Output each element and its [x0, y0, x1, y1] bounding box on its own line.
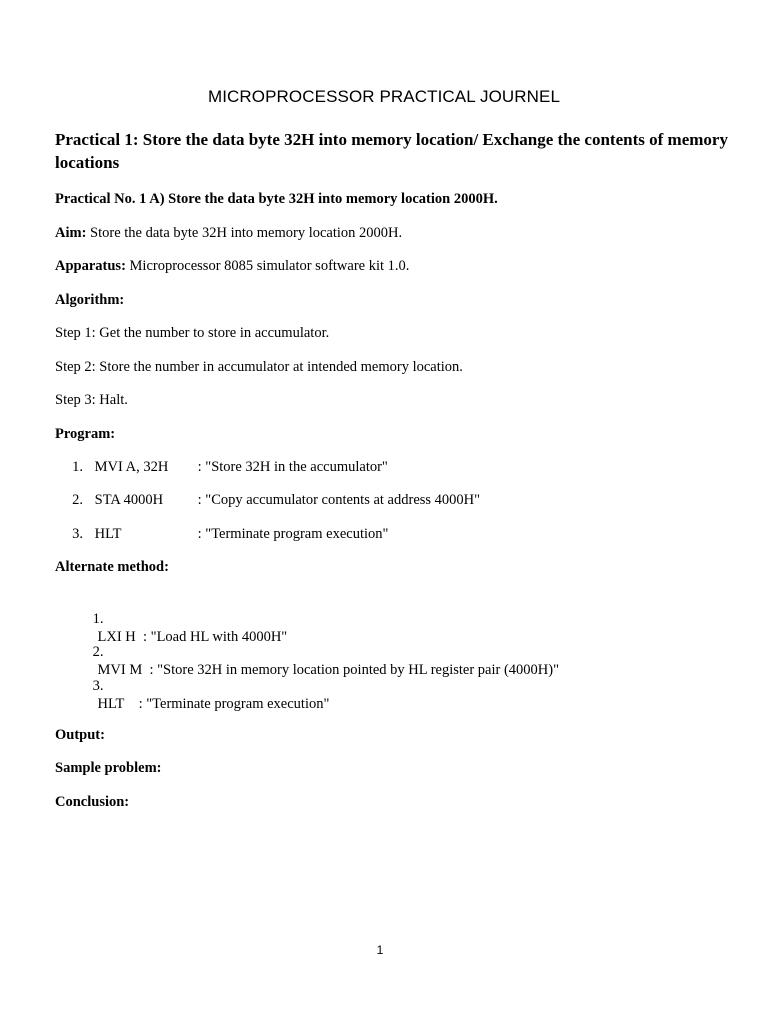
program-item-number: 1.	[72, 459, 83, 475]
apparatus-line	[55, 257, 409, 275]
algorithm-step: Step 3: Halt.	[55, 392, 128, 408]
alternate-item-number: 1.	[92, 611, 104, 627]
alternate-item	[77, 659, 329, 731]
page-number: 1	[376, 943, 384, 957]
program-item-comment: : "Copy accumulator contents at address 4000H"	[197, 492, 481, 508]
alternate-item-text: LXI H : "Load HL with 4000H"	[97, 629, 288, 645]
program-item	[71, 458, 388, 476]
program-item	[71, 491, 480, 509]
alternate-method-label: Alternate method:	[55, 559, 169, 575]
program-item-comment: : "Terminate program execution"	[197, 526, 389, 542]
alternate-item-number: 3.	[92, 678, 104, 694]
program-item-number: 2.	[72, 492, 83, 508]
alternate-item-text: MVI M : "Store 32H in memory location pointed by HL register pair (4000H)"	[97, 662, 560, 678]
document-title: MICROPROCESSOR PRACTICAL JOURNEL	[207, 87, 561, 106]
program-item-instruction: HLT	[94, 526, 122, 542]
program-item	[71, 525, 388, 543]
conclusion-label: Conclusion:	[55, 794, 130, 810]
apparatus-text: Microprocessor 8085 simulator software kit 1.0.	[125, 258, 410, 274]
algorithm-step: Step 1: Get the number to store in accumulator.	[55, 325, 330, 341]
output-label: Output:	[55, 727, 105, 743]
program-label: Program:	[55, 426, 116, 442]
practical-subheading: Practical No. 1 A) Store the data byte 32H into memory location 2000H.	[55, 191, 498, 207]
aim-line	[55, 224, 402, 242]
sample-problem-label: Sample problem:	[55, 760, 162, 776]
practical-heading: Practical 1: Store the data byte 32H into memory location/ Exchange the contents of memory locations	[55, 130, 728, 172]
program-item-number: 3.	[72, 526, 83, 542]
alternate-item-number: 2.	[92, 644, 104, 660]
aim-label: Aim:	[55, 225, 87, 241]
algorithm-step: Step 2: Store the number in accumulator at intended memory location.	[55, 359, 463, 375]
program-item-instruction: STA 4000H	[94, 492, 164, 508]
program-item-instruction: MVI A, 32H	[94, 459, 169, 475]
apparatus-label: Apparatus:	[55, 258, 126, 274]
program-item-comment: : "Store 32H in the accumulator"	[197, 459, 388, 475]
aim-text: Store the data byte 32H into memory location 2000H.	[86, 225, 403, 241]
algorithm-label: Algorithm:	[55, 292, 125, 308]
alternate-item-text: HLT : "Terminate program execution"	[97, 696, 330, 712]
